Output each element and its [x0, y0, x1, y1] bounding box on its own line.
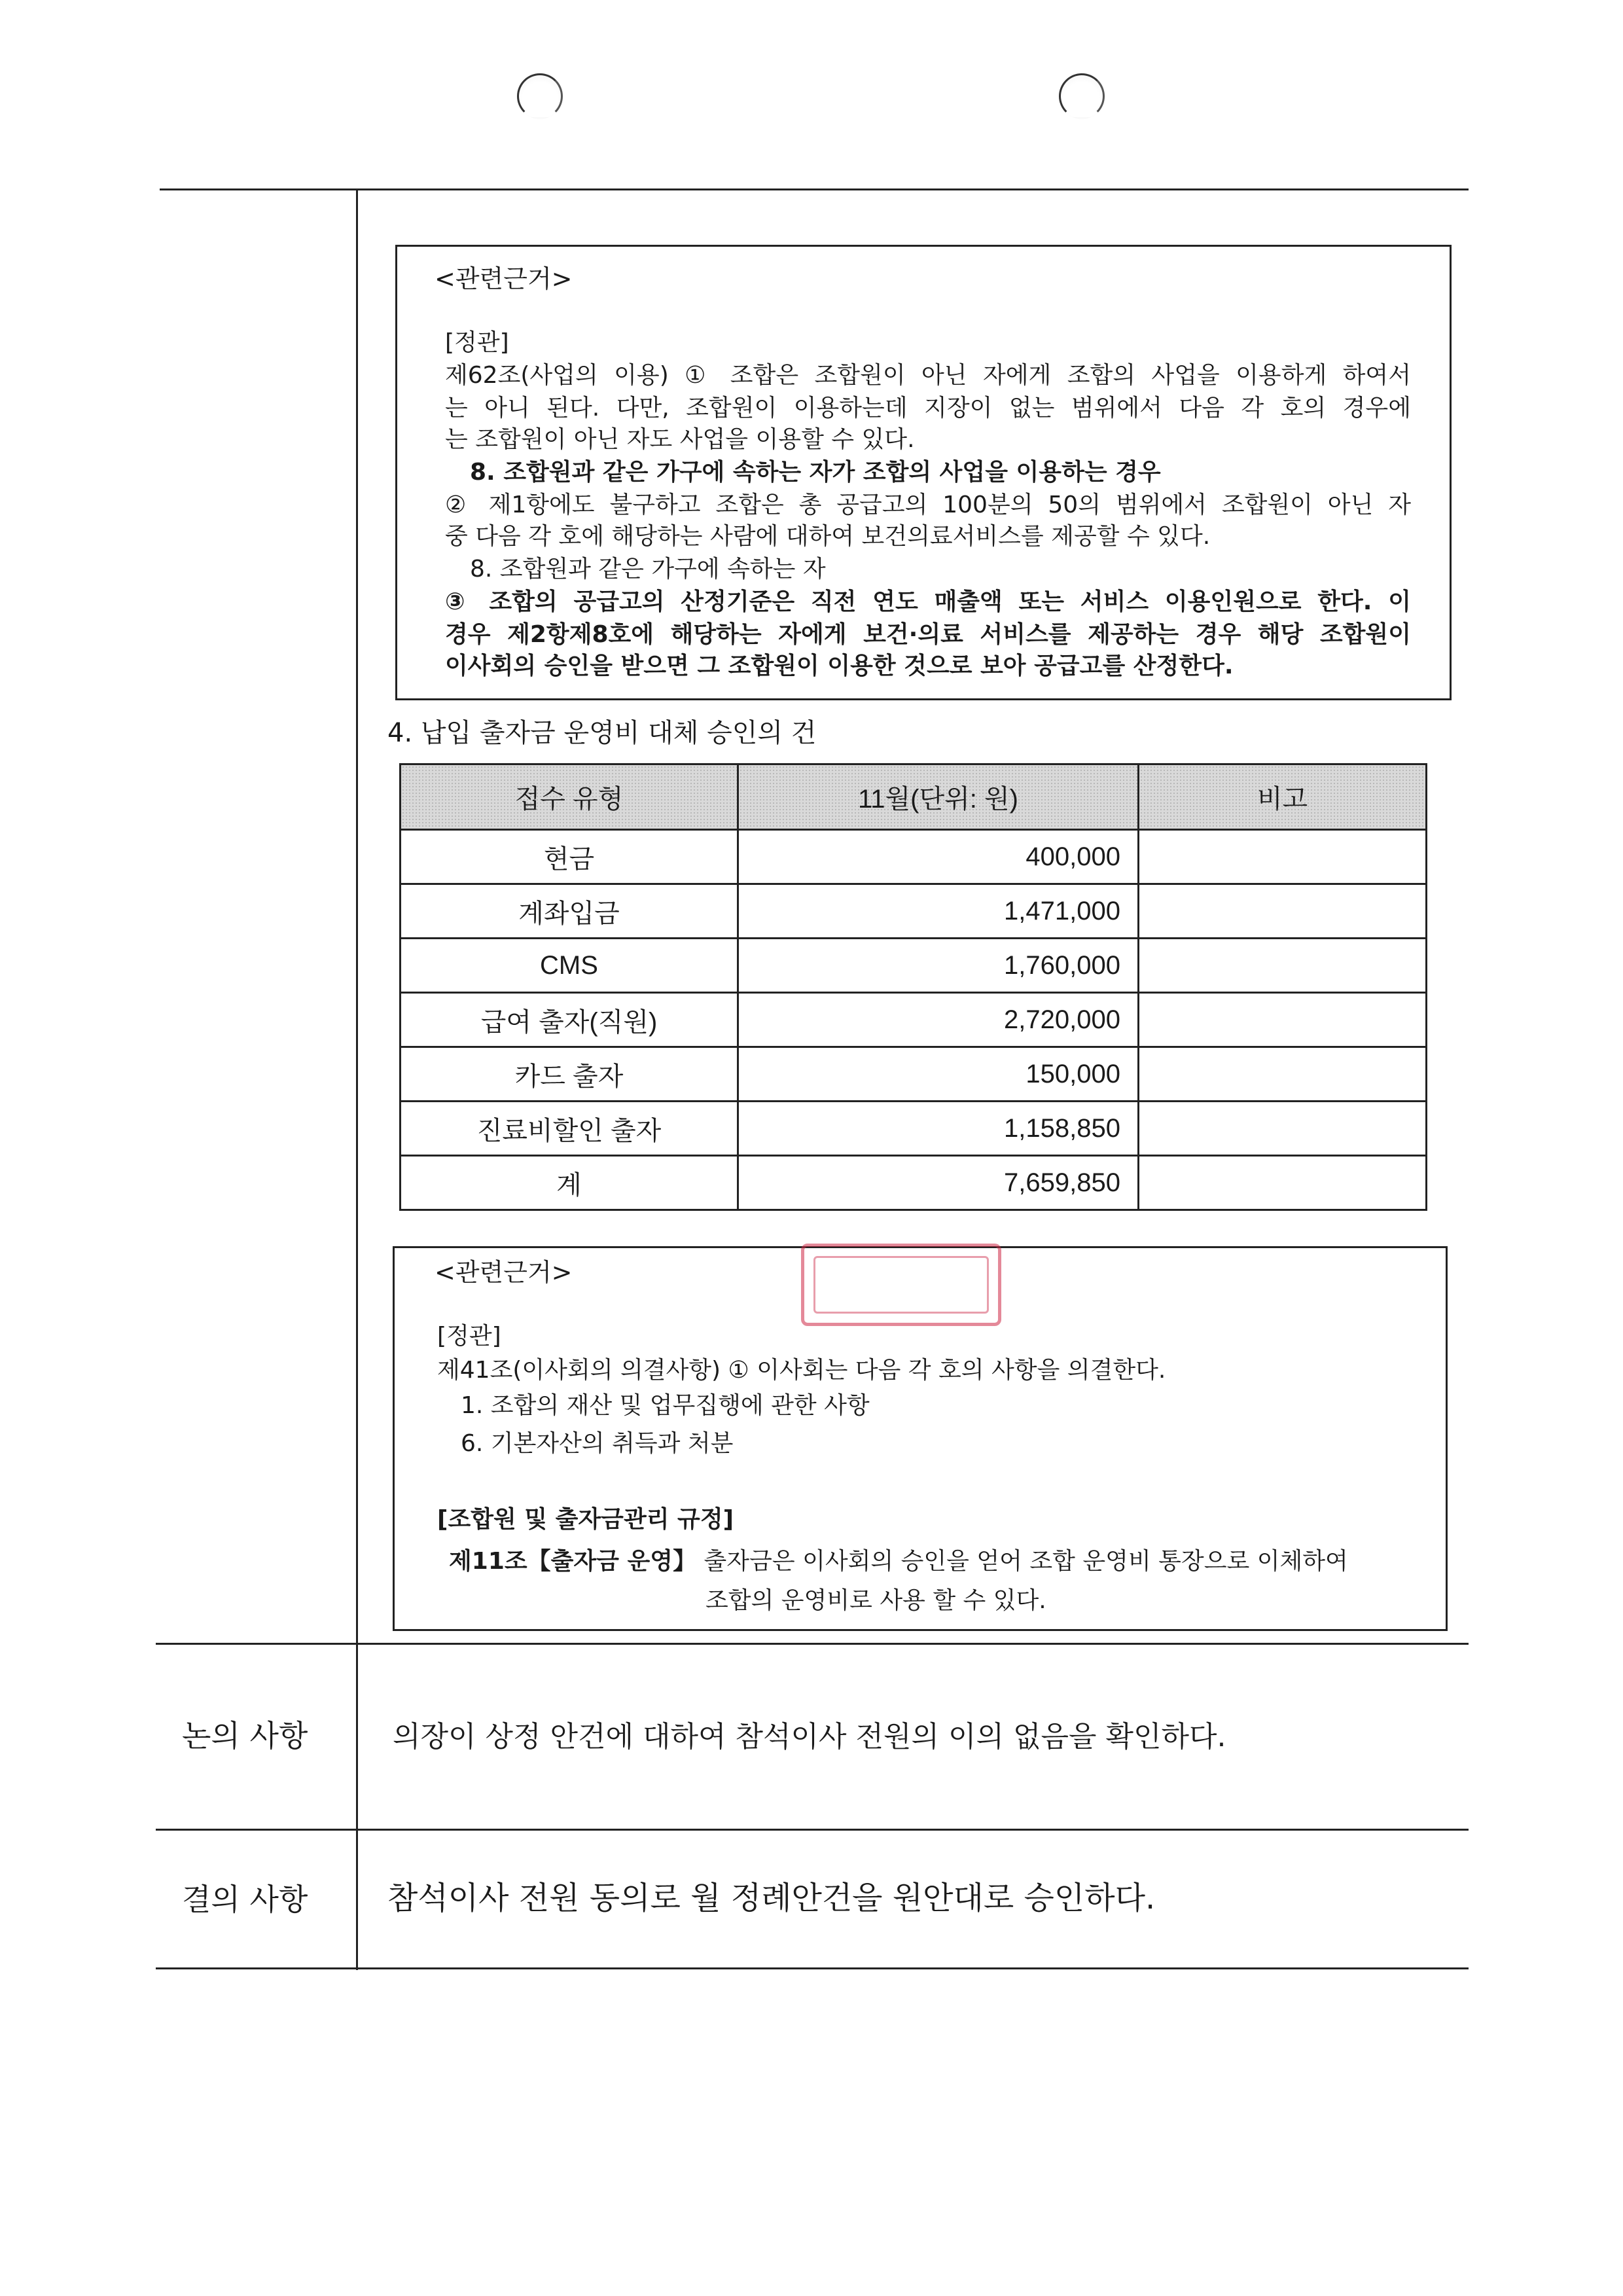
- box1-line-9: 경우 제2항제8호에 해당하는 자에게 보건·의료 서비스를 제공하는 경우 해당 조합원이: [445, 621, 1411, 648]
- row-label: 카드 출자: [401, 1047, 738, 1102]
- row-label: 현금: [401, 830, 738, 884]
- row-amount: 400,000: [738, 830, 1139, 884]
- table-row: [401, 993, 1427, 1047]
- total-label: 계: [401, 1156, 738, 1210]
- header-note: 비고: [1139, 764, 1427, 830]
- table-total-row: [401, 1156, 1427, 1210]
- row-note: [1139, 884, 1427, 939]
- label-column-divider: [356, 188, 358, 1970]
- row-note: [1139, 939, 1427, 993]
- total-note: [1139, 1156, 1427, 1210]
- box1-line-10: 이사회의 승인을 받으면 그 조합원이 이용한 것으로 보아 공급고를 산정한다.: [445, 653, 1234, 679]
- discussion-bottom-rule: [156, 1829, 1469, 1831]
- box1-line-8: ③ 조합의 공급고의 산정기준은 직전 연도 매출액 또는 서비스 이용인원으로 한다. 이: [445, 588, 1411, 615]
- box2-item-1: 1. 조합의 재산 및 업무집행에 관한 사항: [461, 1392, 870, 1419]
- row-amount: 1,158,850: [738, 1102, 1139, 1156]
- article-11-text: 출자금은 이사회의 승인을 얻어 조합 운영비 통장으로 이체하여: [704, 1548, 1348, 1575]
- table-row: [401, 939, 1427, 993]
- table-row: [401, 884, 1427, 939]
- resolution-text: 참석이사 전원 동의로 월 정례안건을 원안대로 승인하다.: [387, 1880, 1156, 1916]
- table-row: [401, 830, 1427, 884]
- article-11-title: 제11조【출자금 운영】: [449, 1548, 697, 1575]
- binder-hole-left: [517, 73, 563, 119]
- box2-item-6: 6. 기본자산의 취득과 처분: [461, 1430, 734, 1457]
- table-row: [401, 1047, 1427, 1102]
- resolution-bottom-rule: [156, 1967, 1469, 1969]
- box1-section-title: [정관]: [445, 329, 509, 356]
- box2-heading: <관련근거>: [435, 1258, 573, 1287]
- row-amount: 1,760,000: [738, 939, 1139, 993]
- box1-line-7: 8. 조합원과 같은 가구에 속하는 자: [470, 556, 826, 583]
- contribution-table: [399, 763, 1427, 1211]
- box2-section-articles: [정관]: [437, 1323, 501, 1350]
- discussion-text: 의장이 상정 안건에 대하여 참석이사 전원의 이의 없음을 확인하다.: [393, 1720, 1226, 1753]
- box2-section-regulation: [조합원 및 출자금관리 규정]: [437, 1506, 734, 1533]
- row-note: [1139, 1102, 1427, 1156]
- box2-article-41: 제41조(이사회의 의결사항) ① 이사회는 다음 각 호의 사항을 의결한다.: [437, 1357, 1166, 1384]
- row-note: [1139, 830, 1427, 884]
- total-amount: 7,659,850: [738, 1156, 1139, 1210]
- header-amount: 11월(단위: 원): [738, 764, 1139, 830]
- box1-heading: <관련근거>: [435, 264, 573, 293]
- box1-line-3: 는 조합원이 아닌 자도 사업을 이용할 수 있다.: [445, 426, 915, 453]
- resolution-label: 결의 사항: [182, 1882, 308, 1917]
- table-row: [401, 1102, 1427, 1156]
- row-label: 진료비할인 출자: [401, 1102, 738, 1156]
- box1-line-1: 제62조(사업의 이용) ① 조합은 조합원이 아닌 자에게 조합의 사업을 이용하게 하여서: [445, 362, 1411, 389]
- box1-line-2: 는 아니 된다. 다만, 조합원이 이용하는데 지장이 없는 범위에서 다음 각 호의 경우에: [445, 395, 1411, 422]
- box2-article-11: [449, 1546, 1348, 1577]
- row-note: [1139, 993, 1427, 1047]
- discussion-label: 논의 사항: [182, 1718, 308, 1753]
- row-amount: 1,471,000: [738, 884, 1139, 939]
- binder-hole-right: [1059, 73, 1105, 119]
- box1-line-4: 8. 조합원과 같은 가구에 속하는 자가 조합의 사업을 이용하는 경우: [470, 459, 1161, 486]
- item-4-title: 4. 납입 출자금 운영비 대체 승인의 건: [387, 718, 817, 748]
- row-label: 급여 출자(직원): [401, 993, 738, 1047]
- table-header-row: [401, 764, 1427, 830]
- box1-line-6: 중 다음 각 호에 해당하는 사람에 대하여 보건의료서비스를 제공할 수 있다.: [445, 523, 1211, 550]
- box1-line-5: ② 제1항에도 불구하고 조합은 총 공급고의 100분의 50의 범위에서 조합원이 아닌 자: [445, 492, 1411, 518]
- header-type: 접수 유형: [401, 764, 738, 830]
- row-amount: 150,000: [738, 1047, 1139, 1102]
- row-note: [1139, 1047, 1427, 1102]
- row-amount: 2,720,000: [738, 993, 1139, 1047]
- content-bottom-rule: [156, 1643, 1469, 1645]
- row-label: CMS: [401, 939, 738, 993]
- official-seal-stamp: [801, 1244, 1001, 1326]
- row-label: 계좌입금: [401, 884, 738, 939]
- box2-article-11-continued: 조합의 운영비로 사용 할 수 있다.: [705, 1587, 1046, 1614]
